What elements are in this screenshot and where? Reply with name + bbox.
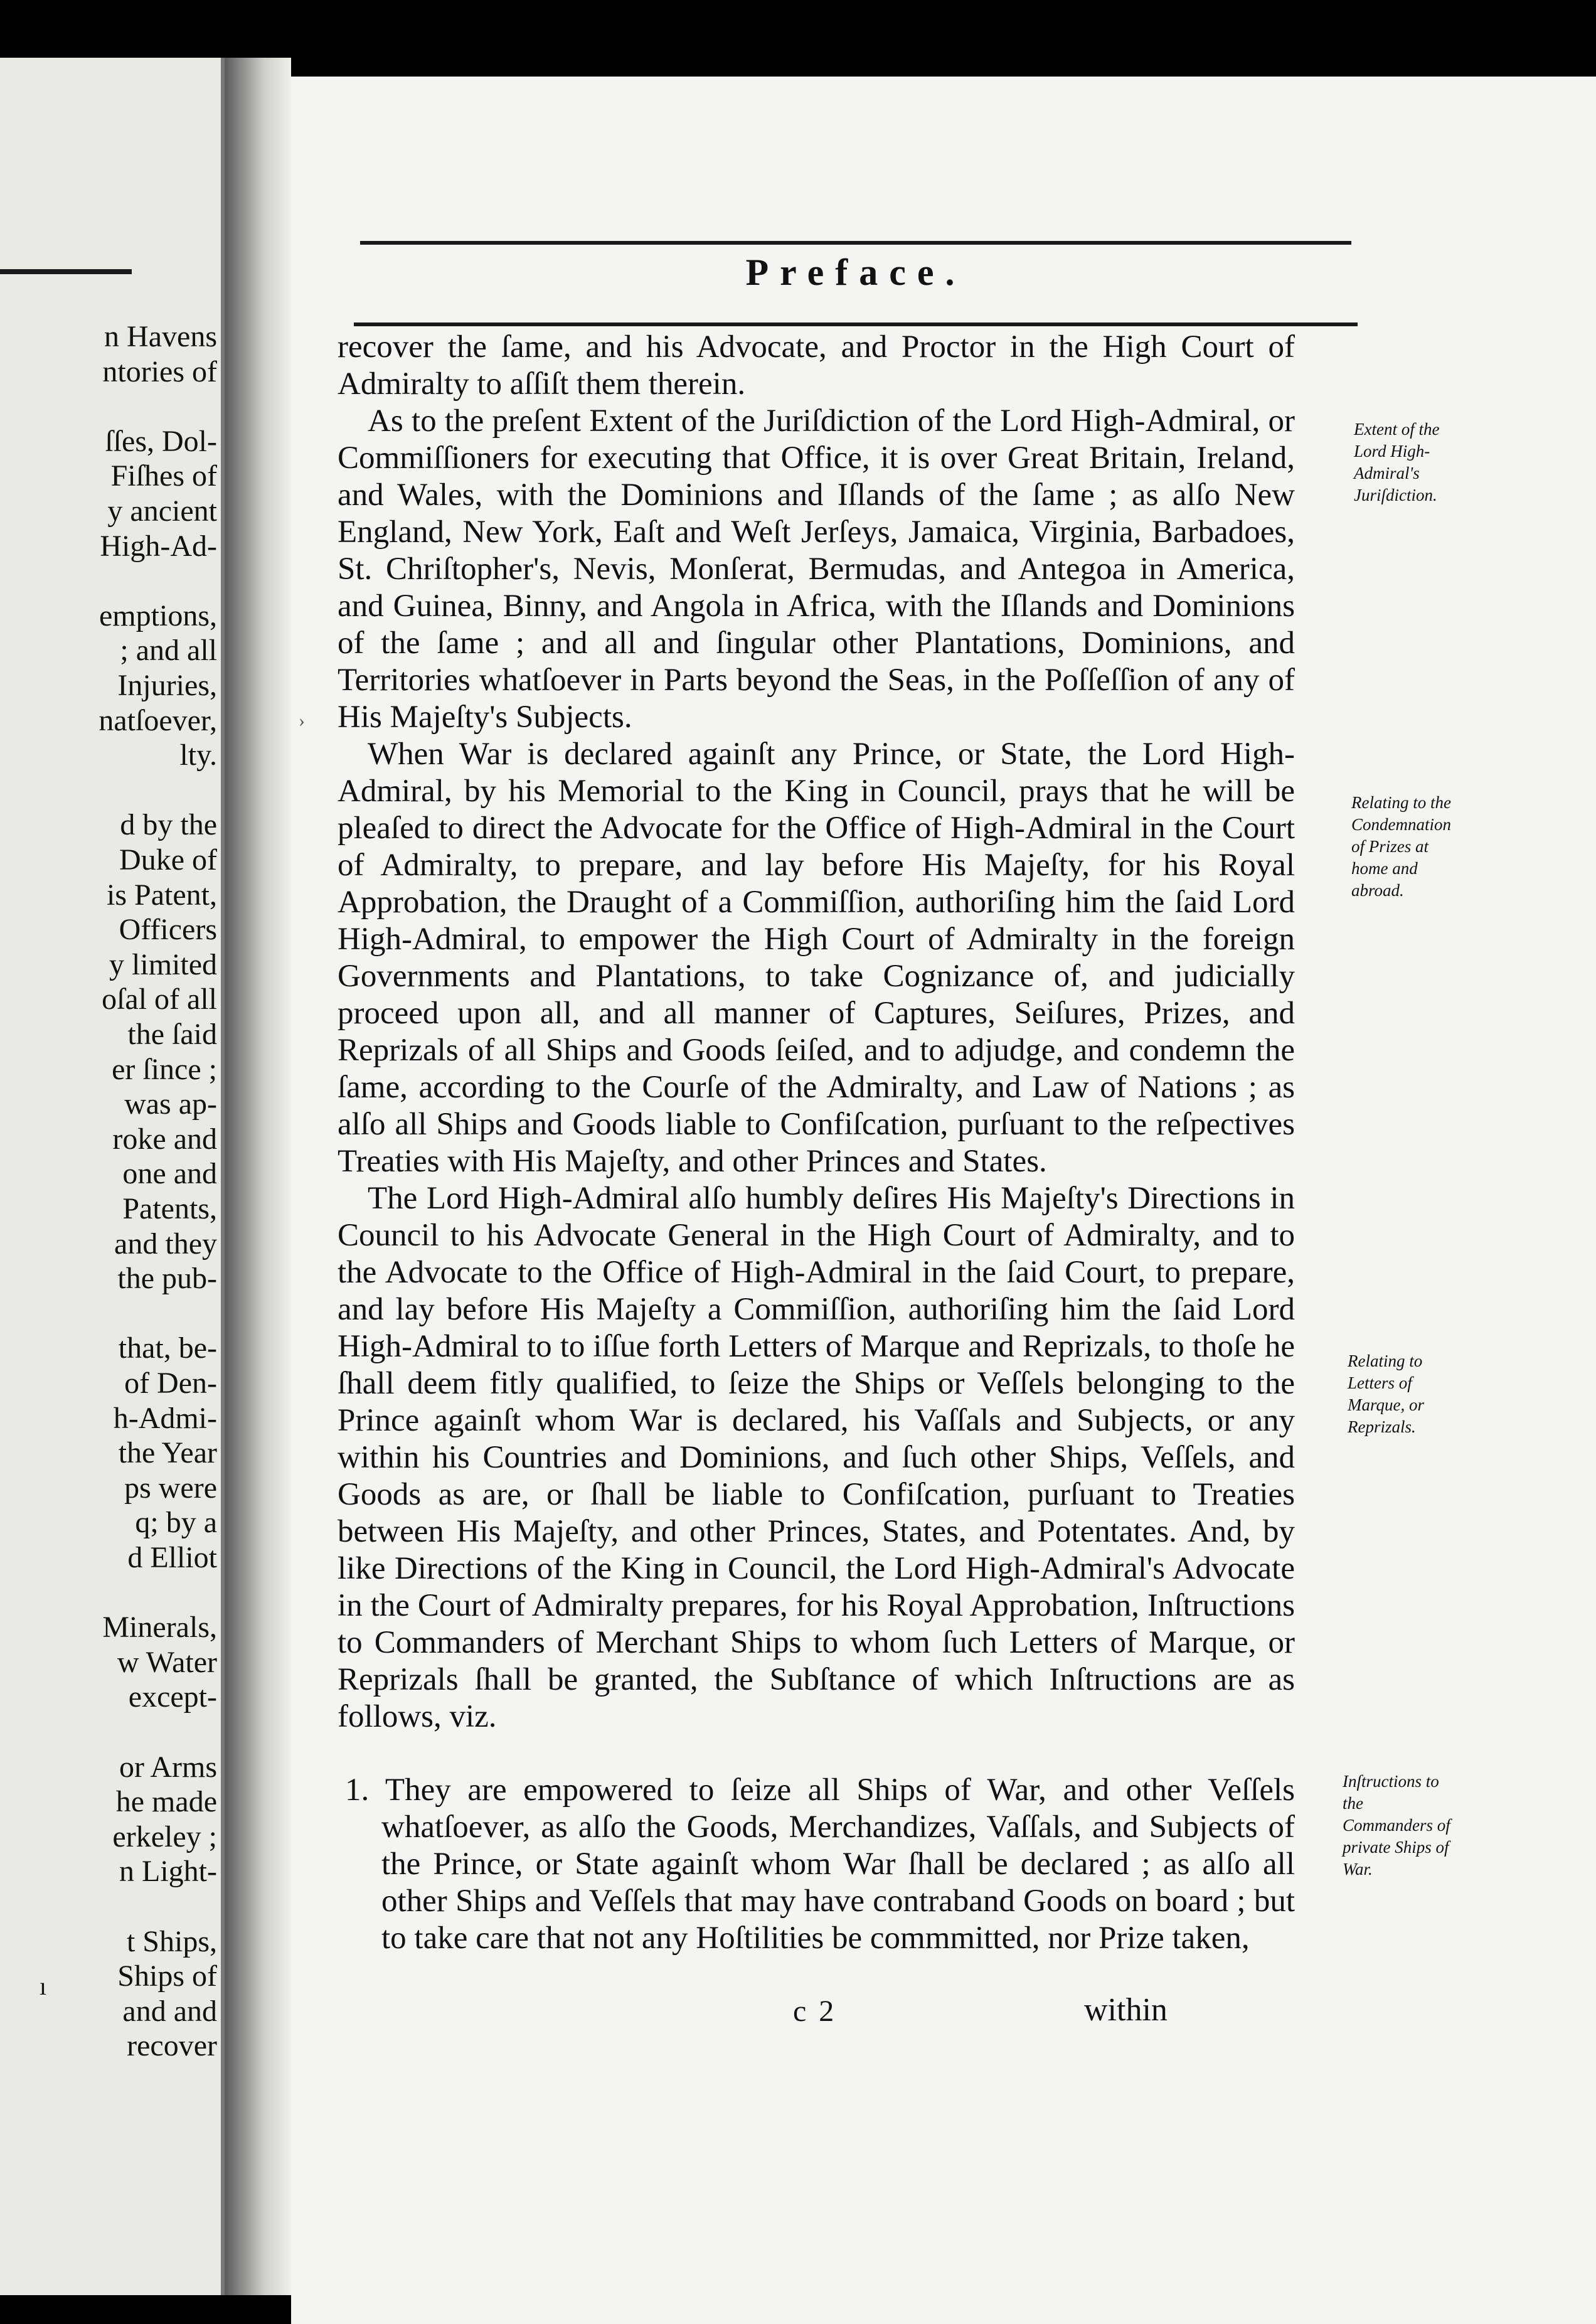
stray-mark: › xyxy=(299,710,305,731)
facing-page-line: Ships of xyxy=(117,1959,217,1993)
header-rule-top xyxy=(360,241,1351,245)
facing-page-line: d Elliot xyxy=(127,1541,217,1574)
facing-page-line: Duke of xyxy=(119,843,217,877)
facing-page-line: and they xyxy=(114,1227,217,1261)
facing-page-line: ſſes, Dol- xyxy=(105,424,217,458)
facing-page-line: was ap- xyxy=(124,1087,217,1121)
facing-page-line: the ſaid xyxy=(127,1018,217,1051)
facing-page-line: q; by a xyxy=(135,1506,217,1540)
paragraph-4: The Lord High-Admiral alſo humbly deſires His Majeſty's Directions in Council to his Advocate General in the High Court of Admiralty, and to the Advocate to the Office of High-Admiral in the ſaid Court, to prepare, and lay before His Majeſty a Commiſſion, authoriſing him the ſaid Lord High-Admiral to to iſſue forth Letters of Marque and Reprizals, to thoſe he ſhall deem fitly qualified, to ſeize the Ships or Veſſels belonging to the Prince againſt whom War is declared, his Vaſſals and Subjects, or any within his Countries and Dominions, and ſuch other Ships, Veſſels, and Goods as are, or ſhall be liable to Confiſcation, purſuant to Treaties between His Majeſty, and other Princes, States, and Potentates. And, by like Directions of the King in Council, the Lord High-Admiral's Advocate in the Court of Admiralty prepares, for his Royal Approbation, Inſtructions to Commanders of Merchant Ships to whom ſuch Letters of Marque, or Reprizals ſhall be granted, the Subſtance of which Inſtructions are as follows, viz. xyxy=(338,1181,1295,1734)
facing-page-line: erkeley ; xyxy=(112,1820,217,1853)
margin-note-letters: Relating to Letters of Marque, or Reprizals. xyxy=(1348,1351,1424,1436)
facing-page-line: High-Ad- xyxy=(100,529,217,563)
facing-page-line: natſoever, xyxy=(98,703,217,737)
body-text xyxy=(338,329,1295,1957)
facing-page-line: roke and xyxy=(112,1122,217,1156)
facing-page-line: the Year xyxy=(118,1436,217,1470)
facing-page-line: one and xyxy=(122,1157,217,1191)
facing-page-line: ps were xyxy=(124,1471,217,1505)
facing-page-rule xyxy=(0,269,132,274)
facing-page-line: er ſince ; xyxy=(112,1052,217,1086)
signature-mark: c 2 xyxy=(793,1995,837,2028)
facing-page-line: of Den- xyxy=(124,1367,217,1400)
facing-page-line: n Light- xyxy=(119,1855,217,1889)
facing-page-line: ; and all xyxy=(120,634,217,668)
facing-page-line: Injuries, xyxy=(117,669,217,702)
facing-page-line: that, be- xyxy=(118,1331,217,1365)
facing-page-line: is Patent, xyxy=(107,878,217,912)
facing-page-line: y limited xyxy=(109,947,217,981)
facing-page-line: Minerals, xyxy=(102,1611,217,1644)
facing-page-line: Officers xyxy=(119,913,217,947)
facing-page-line: Patents, xyxy=(122,1192,217,1225)
margin-note-instructions: Inſtructions to the Commanders of private Ships of War. xyxy=(1343,1772,1450,1879)
margin-note-extent: Extent of the Lord High-Admiral's Juriſdiction. xyxy=(1354,420,1440,504)
facing-page-line: the pub- xyxy=(117,1262,217,1296)
margin-note-condemnation: Relating to the Condemnation of Prizes at home and abroad. xyxy=(1351,793,1451,900)
paragraph-3: When War is declared againſt any Prince, or State, the Lord High-Admiral, by his Memorial to the King in Council, prays that he will be pleaſed to direct the Advocate for the Office of High-Admiral in the Court of Admiralty, to prepare, and lay before His Majeſty, for his Royal Approbation, the Draught of a Commiſſion, authoriſing him the ſaid Lord High-Admiral, to empower the High Court of Admiralty in the foreign Governments and Plantations, to take Cognizance of, and judicially proceed upon all, and all manner of Captures, Seiſures, Prizes, and Reprizals of all Ships and Goods ſeiſed, and to adjudge, and condemn the ſame, according to the Courſe of the Admiralty, and Law of Nations ; as alſo all Ships and Goods liable to Confiſcation, purſuant to the reſpectives Treaties with His Majeſty, and other Princes and States. xyxy=(338,737,1295,1179)
paragraph-1: recover the ſame, and his Advocate, and Proctor in the High Court of Admiralty to aſſiſt them therein. xyxy=(338,329,1295,402)
facing-page-line: lty. xyxy=(179,738,217,772)
catchword: within xyxy=(1084,1992,1168,2028)
paragraph-2: As to the preſent Extent of the Juriſdiction of the Lord High-Admiral, or Commiſſioners for executing that Office, it is over Great Britain, Ireland, and Wales, with the Dominions and Iſlands of the ſame ; as alſo New England, New York, Eaſt and Weſt Jerſeys, Jamaica, Virginia, Barbadoes, St. Chriſtopher's, Nevis, Monſerat, Bermudas, and Antegoa in America, and Guinea, Binny, and Angola in Africa, with the Iſlands and Dominions of the ſame ; and all and ſingular other Plantations, Dominions, and Territories whatſoever in Parts beyond the Seas, in the Poſſeſſion of any of His Majeſty's Subjects. xyxy=(338,403,1295,735)
page-title: Preface. xyxy=(745,252,966,293)
header-rule-bottom xyxy=(354,322,1358,326)
instruction-item-1: 1. They are empowered to ſeize all Ships of War, and other Veſſels whatſoever, as alſo the Goods, Merchandizes, Vaſſals, and Subjects of the Prince, or State againſt whom War ſhall be declared ; as alſo all other Ships and Veſſels that may have contraband Goods on board ; but to take care that not any Hoſtilities be commmitted, nor Prize taken, xyxy=(345,1772,1295,1956)
facing-page xyxy=(0,58,225,2295)
facing-page-line: oſal of all xyxy=(102,983,217,1016)
facing-page-line: and and xyxy=(122,1994,217,2028)
facing-page-footer-mark: ı xyxy=(39,1972,46,2000)
facing-page-line: or Arms xyxy=(119,1750,217,1784)
facing-page-line: y ancient xyxy=(107,494,217,528)
facing-page-line: d by the xyxy=(120,808,217,842)
facing-page-line: t Ships, xyxy=(126,1924,217,1958)
facing-page-line: h-Admi- xyxy=(113,1401,217,1435)
facing-page-line: Fiſhes of xyxy=(110,459,217,493)
facing-page-line: n Havens xyxy=(104,320,217,353)
book-gutter xyxy=(225,58,291,2295)
facing-page-line: emptions, xyxy=(99,599,217,632)
facing-page-line: recover xyxy=(127,2029,217,2063)
facing-page-line: he made xyxy=(115,1785,217,1819)
facing-page-line: except- xyxy=(128,1680,217,1714)
facing-page-line: ntories of xyxy=(102,354,217,388)
facing-page-line: w Water xyxy=(117,1645,217,1679)
book-page xyxy=(291,77,1596,2324)
